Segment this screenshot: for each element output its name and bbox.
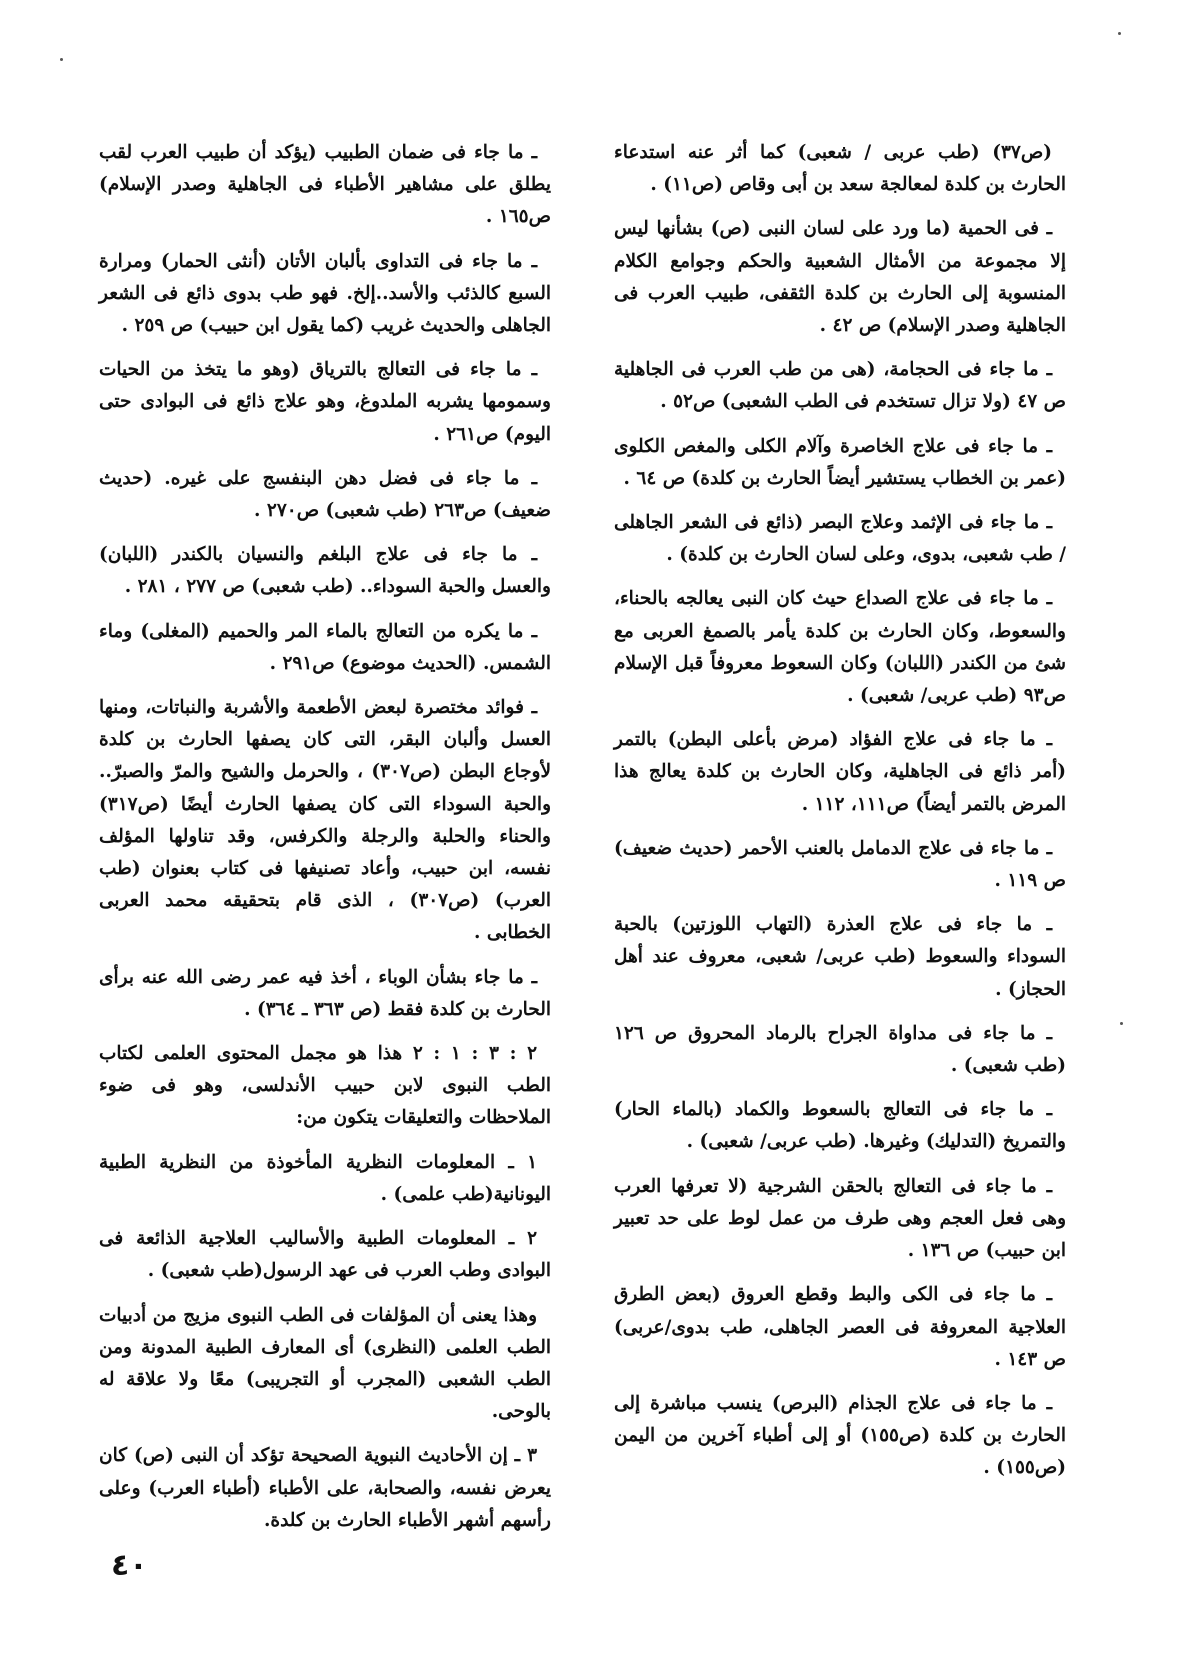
paragraph: ـ ما جاء فى مداواة الجراح بالرماد المحروق ص ١٢٦ (طب شعبى) .: [614, 1022, 1066, 1077]
paragraph: ٣ ـ إن الأحاديث النبوية الصحيحة تؤكد أن النبى (ص) كان يعرض نفسه، والصحابة، على الأطباء (أطباء العرب) وعلى رأسهم أشهر الأطباء الحارث بن كلدة.: [99, 1445, 551, 1531]
paragraph: ـ ما جاء فى علاج البلغم والنسيان بالكندر (اللبان) والعسل والحبة السوداء.. (طب شعبى) ص ٢٧٧ ، ٢٨١ .: [99, 544, 551, 598]
paragraph: ـ ما جاء فى علاج العذرة (التهاب اللوزتين) بالحبة السوداء والسعوط (طب عربى/ شعبى، معروف عند أهل الحجاز) .: [614, 914, 1066, 1000]
scan-speck: [1120, 1022, 1123, 1025]
paragraph: ـ ما جاء فى التعالج بالحقن الشرجية (لا تعرفها العرب وهى فعل العجم وهى طرف من عمل لوط على حد تعبير ابن حبيب) ص ١٣٦ .: [614, 1175, 1066, 1262]
paragraph: ـ ما جاء فى علاج الخاصرة وآلام الكلى والمغص الكلوى (عمر بن الخطاب يستشير أيضاً الحارث بن كلدة) ص ٦٤ .: [614, 435, 1066, 489]
paragraph: ـ ما يكره من التعالج بالماء المر والحميم (المغلى) وماء الشمس. (الحديث موضوع) ص٢٩١ .: [99, 620, 551, 674]
paragraph: ـ ما جاء فى علاج الدمامل بالعنب الأحمر (حديث ضعيف) ص ١١٩ .: [614, 837, 1066, 892]
paragraph: ٢ : ٣ : ١ : ٢ هذا هو مجمل المحتوى العلمى لكتاب الطب النبوى لابن حبيب الأندلسى، وهو فى ضوء الملاحظات والتعليقات يتكون من:: [99, 1043, 551, 1129]
paragraph: ـ ما جاء فى علاج الجذام (البرص) ينسب مباشرة إلى الحارث بن كلدة (ص١٥٥) أو إلى أطباء آخرين من اليمن (ص١٥٥) .: [614, 1392, 1066, 1479]
paragraph: ـ ما جاء بشأن الوباء ، أخذ فيه عمر رضى الله عنه برأى الحارث بن كلدة فقط (ص ٣٦٣ ـ ٣٦٤) .: [99, 966, 551, 1020]
paragraph: ـ ما جاء فى الكى والبط وقطع العروق (بعض الطرق العلاجية المعروفة فى العصر الجاهلى، طب بدوى/عربى) ص ١٤٣ .: [614, 1284, 1066, 1370]
left-column: [99, 137, 551, 1549]
paragraph: ـ ما جاء فى التداوى بألبان الأتان (أنثى الحمار) ومرارة السبع كالذئب والأسد..إلخ. فهو طب بدوى ذائع فى الشعر الجاهلى والحديث غريب (كما يقول ابن حبيب) ص ٢٥٩ .: [99, 250, 551, 337]
paragraph: ـ ما جاء فى الحجامة، (هى من طب العرب فى الجاهلية ص ٤٧ (ولا تزال تستخدم فى الطب الشعبى) ص٥٢ .: [614, 359, 1066, 413]
paragraph: ـ ما جاء فى علاج الفؤاد (مرض بأعلى البطن) بالتمر (أمر ذائع فى الجاهلية، وكان الحارث بن كلدة يعالج هذا المرض بالتمر أيضاً) ص١١١، ١١٢ .: [614, 729, 1066, 815]
paragraph: ٢ ـ المعلومات الطبية والأساليب العلاجية الذائعة فى البوادى وطب العرب فى عهد الرسول(طب شعبى) .: [99, 1228, 551, 1282]
page-number: ٤٠: [111, 1548, 148, 1583]
paragraph: (ص٣٧) (طب عربى / شعبى) كما أثر عنه استدعاء الحارث بن كلدة لمعالجة سعد بن أبى وقاص (ص١١) .: [614, 142, 1066, 196]
paragraph: ـ ما جاء فى فضل دهن البنفسج على غيره. (حديث ضعيف) ص٢٦٣ (طب شعبى) ص٢٧٠ .: [99, 467, 551, 522]
paragraph: ـ فى الحمية (ما ورد على لسان النبى (ص) بشأنها ليس إلا مجموعة من الأمثال الشعبية والحكم وجوامع الكلام المنسوبة إلى الحارث بن كلدة الثقفى، طبيب العرب فى الجاهلية وصدر الإسلام) ص ٤٢ .: [614, 218, 1066, 337]
paragraph: ـ فوائد مختصرة لبعض الأطعمة والأشربة والنباتات، ومنها العسل وألبان البقر، التى كان يصفها الحارث بن كلدة لأوجاع البطن (ص٣٠٧) ، والحرمل والشيح والمرّ والصبرّ.. والحبة السوداء التى كان يصفها الحارث أيضًا (ص٣١٧) والحناء والحلبة والرجلة والكرفس، وقد تناولها المؤلف نفسه، ابن حبيب، وأعاد تصنيفها فى كتاب بعنوان (طب العرب) (ص٣٠٧) ، الذى قام بتحقيقه محمد العربى الخطابى .: [99, 697, 552, 944]
scan-speck: [1118, 32, 1121, 35]
paragraph: ـ ما جاء فى الإثمد وعلاج البصر (ذائع فى الشعر الجاهلى / طب شعبى، بدوى، وعلى لسان الحارث بن كلدة) .: [614, 512, 1066, 566]
paragraph: ١ ـ المعلومات النظرية المأخوذة من النظرية الطبية اليونانية(طب علمى) .: [99, 1151, 551, 1205]
right-column: [614, 137, 1066, 1497]
scan-speck: [60, 58, 63, 61]
paragraph: ـ ما جاء فى ضمان الطبيب (يؤكد أن طبيب العرب لقب يطلق على مشاهير الأطباء فى الجاهلية وصدر الإسلام) ص١٦٥ .: [99, 142, 551, 228]
paragraph: ـ ما جاء فى علاج الصداع حيث كان النبى يعالجه بالحناء، والسعوط، وكان الحارث بن كلدة يأمر بالصمغ العربى مع شئ من الكندر (اللبان) وكان السعوط معروفاً قبل الإسلام ص٩٣ (طب عربى/ شعبى) .: [614, 588, 1066, 707]
paragraph: ـ ما جاء فى التعالج بالترياق (وهو ما يتخذ من الحيات وسمومها يشربه الملدوغ، وهو علاج ذائع فى البوادى حتى اليوم) ص٢٦١ .: [99, 359, 551, 445]
paragraph: وهذا يعنى أن المؤلفات فى الطب النبوى مزيج من أدبيات الطب العلمى (النظرى) أى المعارف الطبية المدونة ومن الطب الشعبى (المجرب أو التجريبى) معًا ولا علاقة له بالوحى.: [99, 1304, 551, 1423]
paragraph: ـ ما جاء فى التعالج بالسعوط والكماد (بالماء الحار) والتمريخ (التدليك) وغيرها. (طب عربى/ شعبى) .: [614, 1099, 1066, 1153]
